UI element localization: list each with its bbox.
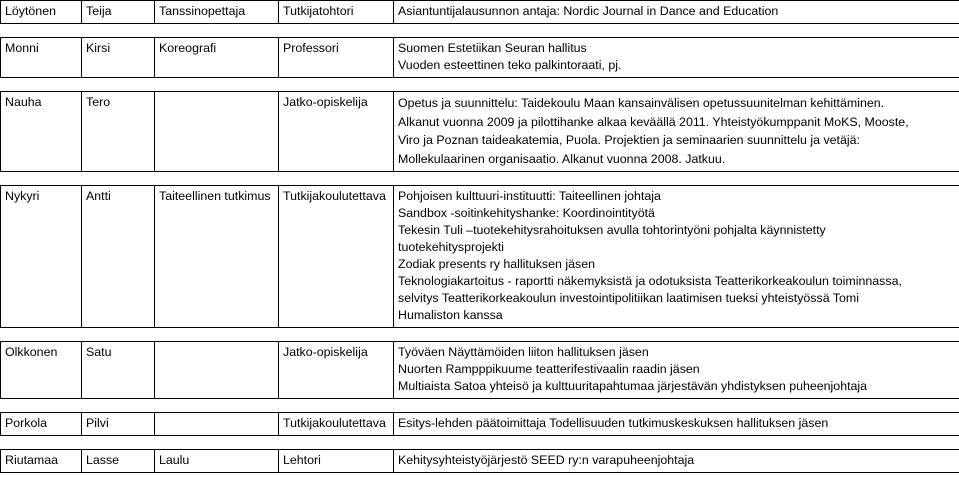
trust-line: Opetus ja suunnittelu: Taidekoulu Maan kansainvälisen opetussuunitelman kehittäminen. xyxy=(398,96,885,110)
table-row xyxy=(1,92,959,172)
cell-positions-of-trust xyxy=(394,413,959,436)
cell-positions-of-trust xyxy=(394,38,959,78)
row-spacer xyxy=(1,436,959,450)
trust-line: Humaliston kanssa xyxy=(398,308,503,322)
cell-education xyxy=(155,413,279,436)
cell-positions-of-trust xyxy=(394,1,959,24)
cell-position: Professori xyxy=(279,38,394,78)
cell-lastname: Monni xyxy=(1,38,82,78)
trust-line: Esitys-lehden päätoimittaja Todellisuuden tutkimuskeskuksen hallituksen jäsen xyxy=(398,416,829,430)
cell-position: Tutkijakoulutettava xyxy=(279,186,394,328)
cell-lastname: Olkkonen xyxy=(1,342,82,399)
trust-line: Alkanut vuonna 2009 ja pilottihanke alkaa keväällä 2011. Yhteistyökumppanit MoKS, Mooste, xyxy=(398,114,909,129)
cell-positions-of-trust xyxy=(394,186,959,328)
trust-line: Multiaista Satoa yhteisö ja kulttuuritapahtumaa järjestävän yhdistyksen puheenjohtaja xyxy=(398,379,868,393)
cell-firstname: Tero xyxy=(82,92,155,172)
cell-education: Koreografi xyxy=(155,38,279,78)
cell-firstname: Satu xyxy=(82,342,155,399)
table-row xyxy=(1,186,959,328)
trust-line: Kehitysyhteistyöjärjestö SEED ry:n varapuheenjohtaja xyxy=(398,453,695,467)
cell-firstname: Lasse xyxy=(82,450,155,473)
cell-firstname: Teija xyxy=(82,1,155,24)
trust-line: Asiantuntijalausunnon antaja: Nordic Journal in Dance and Education xyxy=(398,4,779,18)
cell-lastname: Nykyri xyxy=(1,186,82,328)
trust-line: Viro ja Poznan taideakatemia, Puola. Projektien ja seminaarien suunnittelu ja vetäjä: xyxy=(398,133,860,147)
row-spacer xyxy=(1,172,959,186)
cell-lastname: Löytönen xyxy=(1,1,82,24)
cell-lastname: Riutamaa xyxy=(1,450,82,473)
cell-education: Tanssinopettaja xyxy=(155,1,279,24)
cell-education: Laulu xyxy=(155,450,279,473)
cell-positions-of-trust xyxy=(394,92,959,172)
trust-line: Mollekulaarinen organisaatio. Alkanut vuonna 2008. Jatkuu. xyxy=(398,151,726,166)
cell-positions-of-trust xyxy=(394,342,959,399)
cell-firstname: Antti xyxy=(82,186,155,328)
table-row xyxy=(1,450,959,473)
cell-position: Tutkijatohtori xyxy=(279,1,394,24)
cell-position: Jatko-opiskelija xyxy=(279,92,394,172)
cell-education: Taiteellinen tutkimus xyxy=(155,186,279,328)
cell-lastname: Nauha xyxy=(1,92,82,172)
table-row xyxy=(1,1,959,24)
cell-firstname: Kirsi xyxy=(82,38,155,78)
trust-line: Zodiak presents ry hallituksen jäsen xyxy=(398,257,595,271)
trust-line: Tekesin Tuli –tuotekehitysrahoituksen avulla tohtorintyöni pohjalta käynnistetty xyxy=(398,223,826,237)
trust-line: Pohjoisen kulttuuri-instituutti: Taiteellinen johtaja xyxy=(398,189,661,203)
cell-positions-of-trust xyxy=(394,450,959,473)
cell-firstname: Pilvi xyxy=(82,413,155,436)
trust-line: Teknologiakartoitus - raportti näkemyksistä ja odotuksista Teatterikorkeakoulun toiminnassa, xyxy=(398,274,902,288)
cell-education xyxy=(155,92,279,172)
trust-line: Työväen Näyttämöiden liiton hallituksen jäsen xyxy=(398,345,649,359)
trust-line: Suomen Estetiikan Seuran hallitus xyxy=(398,41,587,55)
cell-education xyxy=(155,342,279,399)
trust-line: Nuorten Rampppikuume teatterifestivaalin raadin jäsen xyxy=(398,362,700,376)
row-spacer xyxy=(1,24,959,38)
cell-position: Tutkijakoulutettava xyxy=(279,413,394,436)
row-spacer xyxy=(1,399,959,413)
row-spacer xyxy=(1,328,959,342)
table-row xyxy=(1,342,959,399)
table-row xyxy=(1,413,959,436)
cell-lastname: Porkola xyxy=(1,413,82,436)
table-row xyxy=(1,38,959,78)
cell-position: Jatko-opiskelija xyxy=(279,342,394,399)
trust-line: Sandbox -soitinkehityshanke: Koordinointityötä xyxy=(398,206,655,220)
trust-line: tuotekehitysprojekti xyxy=(398,240,505,254)
trust-line: selvitys Teatterikorkeakoulun investointipolitiikan laatimisen tueksi yhteistyössä Tomi xyxy=(398,291,859,305)
row-spacer xyxy=(1,78,959,92)
trust-line: Vuoden esteettinen teko palkintoraati, pj. xyxy=(398,58,622,72)
cell-position: Lehtori xyxy=(279,450,394,473)
